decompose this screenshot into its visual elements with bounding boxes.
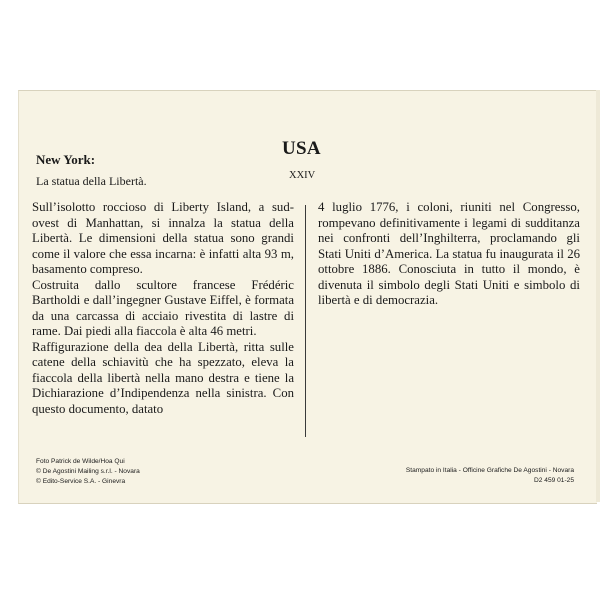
paragraph-construction: Costruita dallo scultore francese Frédéric Bartholdi e dall’ingegner Gustave Eiffel, è formata da una carcassa di acciaio rivestita di lastre di rame. Dai piedi alla fiaccola è alta 46 metri. bbox=[32, 277, 294, 338]
paragraph-symbolism: Raffigurazione della dea della Libertà, ritta sulle catene della schiavitù che ha spezzato, eleva la fiaccola della libertà nella mano destra e tiene la Dichiarazione d’Indipendenza nella sinistra. Con questo documento, datato bbox=[32, 339, 294, 416]
text-column-right bbox=[318, 200, 580, 309]
credit-line: Foto Patrick de Wilde/Hoa Qui bbox=[36, 458, 125, 465]
paragraph-location: Sull’isolotto roccioso di Liberty Island, a sud-ovest di Manhattan, si innalza la statua della Libertà. Le dimensioni della statua sono grandi come il valore che essa incarna: è infatti alta 93 m, basamento compreso. bbox=[32, 200, 294, 276]
printer-info bbox=[368, 466, 574, 486]
paragraph-history: 4 luglio 1776, i coloni, riuniti nel Congresso, rompevano definitivamente i legami di sudditanza nei confronti dell’Inghilterra, proclamando gli Stati Uniti d’America. La statua fu inaugurata il 26 ottobre 1886. Conosciuta in tutto il mondo, è divenuta il simbolo degli Stati Uniti e simbolo di libertà e di democrazia. bbox=[318, 200, 580, 307]
credit-line: © De Agostini Mailing s.r.l. - Novara bbox=[36, 468, 140, 475]
credit-line: © Edito-Service S.A. - Ginevra bbox=[36, 478, 126, 485]
card-edge bbox=[596, 90, 600, 502]
city-heading: New York: bbox=[36, 152, 96, 167]
card-number: XXIV bbox=[289, 170, 316, 181]
product-code: D2 459 01-25 bbox=[534, 477, 574, 484]
subject-subtitle: La statua della Libertà. bbox=[36, 174, 147, 188]
photo-credits bbox=[36, 457, 140, 487]
column-divider bbox=[305, 205, 306, 437]
country-title: USA bbox=[282, 138, 321, 159]
text-column-left bbox=[32, 200, 294, 417]
printer-line: Stampato in Italia - Officine Grafiche De Agostini - Novara bbox=[405, 467, 574, 474]
